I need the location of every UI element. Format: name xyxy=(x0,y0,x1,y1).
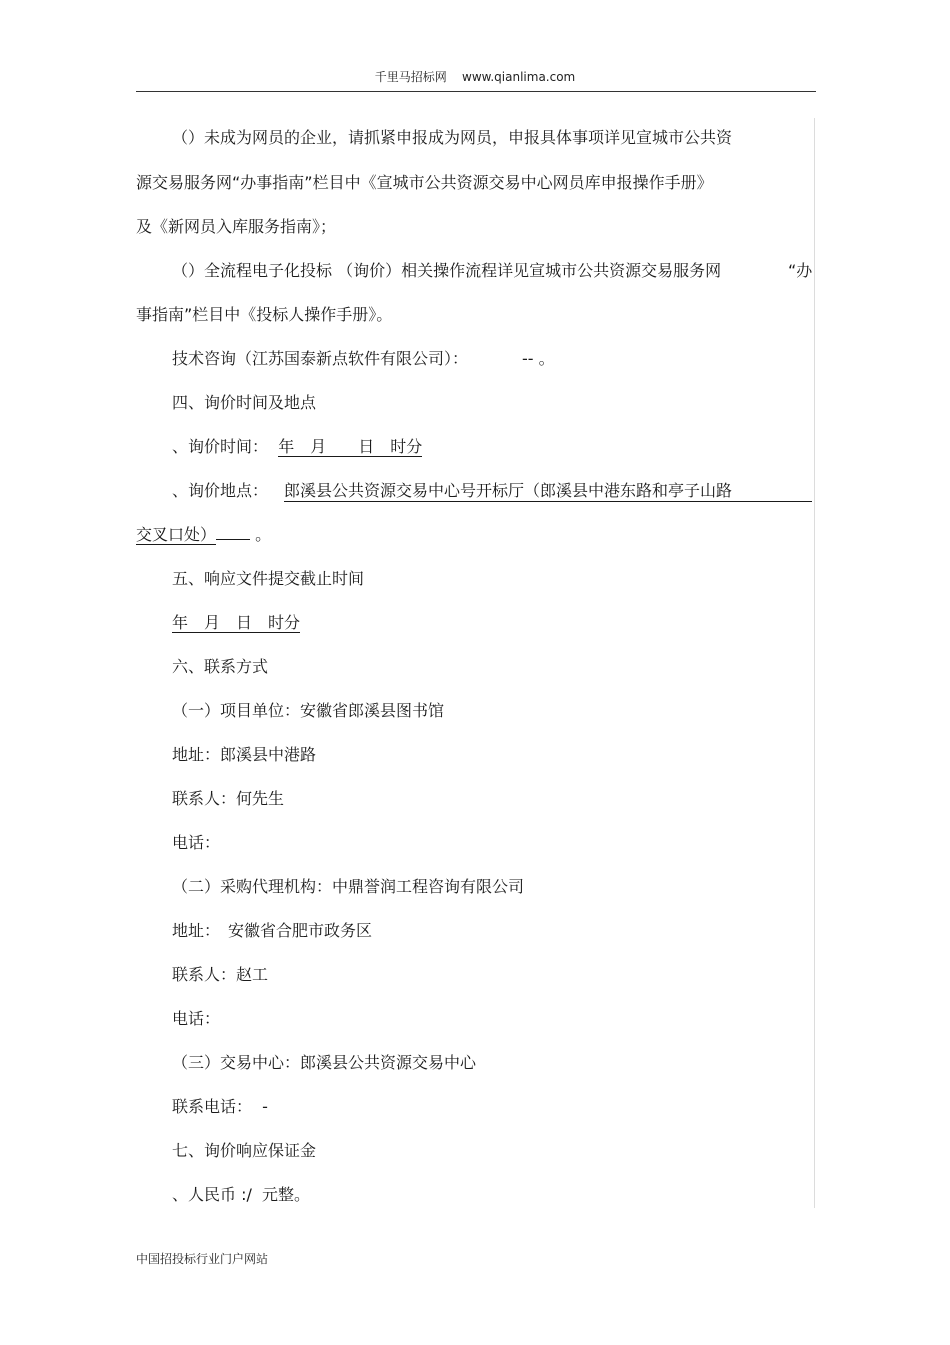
right-margin-line xyxy=(814,118,815,1208)
inquiry-time-label: 、询价时间： xyxy=(172,437,269,456)
deadline-row xyxy=(172,613,300,633)
section-6-title: 六、联系方式 xyxy=(172,657,269,676)
paragraph-process-line2: 事指南”栏目中《投标人操作手册》。 xyxy=(136,305,393,324)
contact-project-unit: （一）项目单位：安徽省郎溪县图书馆 xyxy=(172,701,445,720)
contact-agency-person: 联系人：赵工 xyxy=(172,965,269,984)
contact-project-address: 地址：郎溪县中港路 xyxy=(172,745,317,764)
inquiry-place-label: 、询价地点： xyxy=(172,481,269,500)
contact-trading-center: （三）交易中心：郎溪县公共资源交易中心 xyxy=(172,1053,477,1072)
header-site-name: 千里马招标网 xyxy=(374,70,447,84)
tech-support-label: 技术咨询（江苏国泰新点软件有限公司）： xyxy=(172,349,469,368)
inquiry-time-row xyxy=(172,437,422,457)
inquiry-place-blank xyxy=(216,539,250,540)
paragraph-membership-line3: 及《新网员入库服务指南》； xyxy=(136,217,337,236)
inquiry-time-value: 年 月 日 时分 xyxy=(278,437,423,456)
header-divider xyxy=(136,91,816,92)
paragraph-membership-line1: （）未成为网员的企业，请抓紧申报成为网员，申报具体事项详见宣城市公共资 xyxy=(172,128,733,147)
section-4-title: 四、询价时间及地点 xyxy=(172,393,317,412)
inquiry-place-value-line2: 交叉口处） xyxy=(136,525,217,544)
page-header xyxy=(0,68,950,85)
contact-agency: （二）采购代理机构：中鼎誉润工程咨询有限公司 xyxy=(172,877,525,896)
tech-support-value: -- 。 xyxy=(522,349,555,368)
section-5-title: 五、响应文件提交截止时间 xyxy=(172,569,365,588)
section-7-title: 七、询价响应保证金 xyxy=(172,1141,317,1160)
deposit-amount: 、人民币 :/ 元整。 xyxy=(172,1185,311,1204)
contact-agency-address: 地址： 安徽省合肥市政务区 xyxy=(172,921,373,940)
inquiry-place-end: 。 xyxy=(255,525,272,544)
inquiry-place-row2 xyxy=(136,525,271,545)
paragraph-process-line1-end: “办 xyxy=(788,261,813,280)
paragraph-process-line1: （）全流程电子化投标 （询价）相关操作流程详见宣城市公共资源交易服务网 xyxy=(172,261,722,280)
paragraph-membership-line2: 源交易服务网“办事指南”栏目中《宣城市公共资源交易中心网员库申报操作手册》 xyxy=(136,173,713,192)
header-url: www.qianlima.com xyxy=(462,70,576,84)
page-footer: 中国招投标行业门户网站 xyxy=(136,1252,269,1266)
contact-project-phone: 电话： xyxy=(172,833,221,852)
deadline-value: 年 月 日 时分 xyxy=(172,613,301,632)
contact-agency-phone: 电话： xyxy=(172,1009,221,1028)
contact-trading-center-phone: 联系电话： - xyxy=(172,1097,268,1116)
inquiry-place-value-line1: 郎溪县公共资源交易中心号开标厅（郎溪县中港东路和亭子山路 xyxy=(284,481,812,502)
contact-project-person: 联系人：何先生 xyxy=(172,789,285,808)
